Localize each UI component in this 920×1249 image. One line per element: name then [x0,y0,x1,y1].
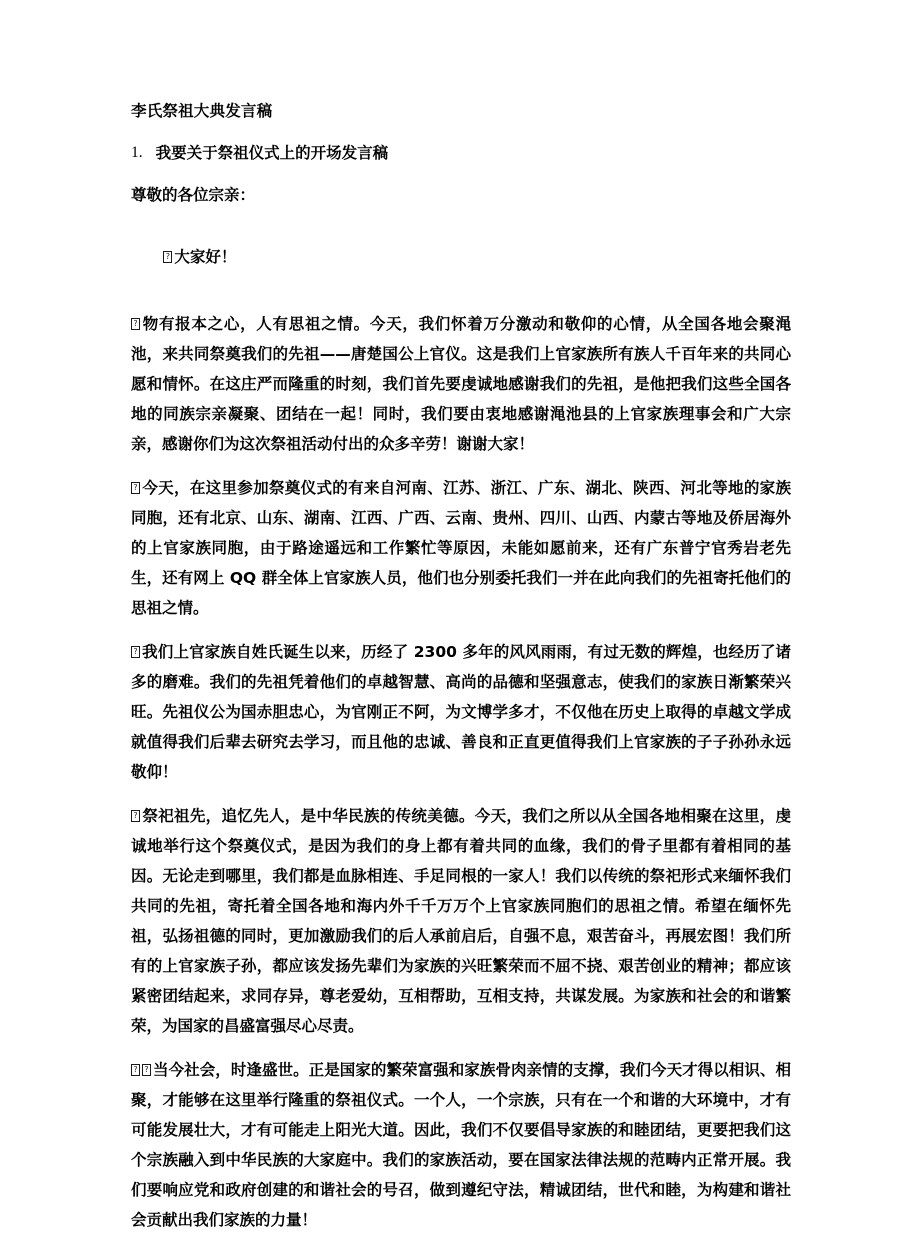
missing-glyph-icon [131,482,140,494]
greeting-line [131,227,791,287]
missing-glyph-icon [142,1064,151,1076]
paragraph-text: 当今社会，时逢盛世。正是国家的繁荣富强和家族骨肉亲情的支撑，我们今天才得以相识、相聚，才能够在这里举行隆重的祭祖仪式。一个人，一个宗族，只有在一个和谐的大环境中，才有可能发展壮大，才有可能走上阳光大道。因此，我们不仅要倡导家族的和睦团结，更要把我们这个宗族融入到中华民族的大家庭中。我们的家族活动，要在国家法律法规的范畴内正常开展。我们要响应党和政府创建的和谐社会的号召，做到遵纪守法，精诚团结，世代和睦，为构建和谐社会贡献出我们家族的力量！ [131,1061,791,1229]
paragraph-text: 我们上官家族自姓氏诞生以来，历经了 2300 多年的风风雨雨，有过无数的辉煌，也经历了诸多的磨难。我们的先祖凭着他们的卓越智慧、高尚的品德和坚强意志，使我们的家族日渐繁荣兴旺。先祖仪公为国赤胆忠心，为官刚正不阿，为文博学多才，不仅他在历史上取得的卓越文学成就值得我们后辈去研究去学习，而且他的忠诚、善良和正直更值得我们上官家族的子子孙孙永远敬仰！ [131,643,791,781]
numbered-list-item [131,143,791,163]
para-attendees [131,473,791,623]
missing-glyph-icon [131,1064,140,1076]
greeting-text: 大家好！ [174,248,237,266]
para-society [131,1055,791,1235]
para-origin [131,309,791,459]
paragraph-text: 物有报本之心，人有思祖之情。今天，我们怀着万分激动和敬仰的心情，从全国各地会聚渑池，来共同祭奠我们的先祖——唐楚国公上官仪。这是我们上官家族所有族人千百年来的共同心愿和情怀。在这庄严而隆重的时刻，我们首先要虔诚地感谢我们的先祖，是他把我们这些全国各地的同族宗亲凝聚、团结在一起！同时，我们要由衷地感谢渑池县的上官家族理事会和广大宗亲，感谢你们为这次祭祖活动付出的众多辛劳！谢谢大家！ [131,315,791,453]
paragraph-container [131,309,791,1235]
missing-glyph-icon [163,251,172,263]
missing-glyph-icon [131,646,140,658]
missing-glyph-icon [131,810,140,822]
para-virtue [131,801,791,1041]
list-item-text: 我要关于祭祖仪式上的开场发言稿 [155,144,389,162]
list-item-number: 1. [131,144,143,161]
document-body [131,101,791,1249]
para-history [131,637,791,787]
paragraph-text: 今天，在这里参加祭奠仪式的有来自河南、江苏、浙江、广东、湖北、陕西、河北等地的家族同胞，还有北京、山东、湖南、江西、广西、云南、贵州、四川、山西、内蒙古等地及侨居海外的上官家族同胞，由于路途遥远和工作繁忙等原因，未能如愿前来，还有广东普宁官秀岩老先生，还有网上 QQ 群全体上官家族人员，他们也分别委托我们一并在此向我们的先祖寄托他们的思祖之情。 [131,479,791,617]
salutation-line: 尊敬的各位宗亲： [131,186,256,204]
missing-glyph-icon [131,318,140,330]
page-title: 李氏祭祖大典发言稿 [131,102,273,120]
paragraph-text: 祭祀祖先，追忆先人，是中华民族的传统美德。今天，我们之所以从全国各地相聚在这里，虔诚地举行这个祭奠仪式，是因为我们的身上都有着共同的血缘，我们的骨子里都有着相同的基因。无论走到哪里，我们都是血脉相连、手足同根的一家人！我们以传统的祭祀形式来缅怀我们共同的先祖，寄托着全国各地和海内外千千万万个上官家族同胞们的思祖之情。希望在缅怀先祖，弘扬祖德的同时，更加激励我们的后人承前启后，自强不息，艰苦奋斗，再展宏图！我们所有的上官家族子孙，都应该发扬先辈们为家族的兴旺繁荣而不屈不挠、艰苦创业的精神；都应该紧密团结起来，求同存异，尊老爱幼，互相帮助，互相支持，共谋发展。为家族和社会的和谐繁荣，为国家的昌盛富强尽心尽责。 [131,807,791,1035]
